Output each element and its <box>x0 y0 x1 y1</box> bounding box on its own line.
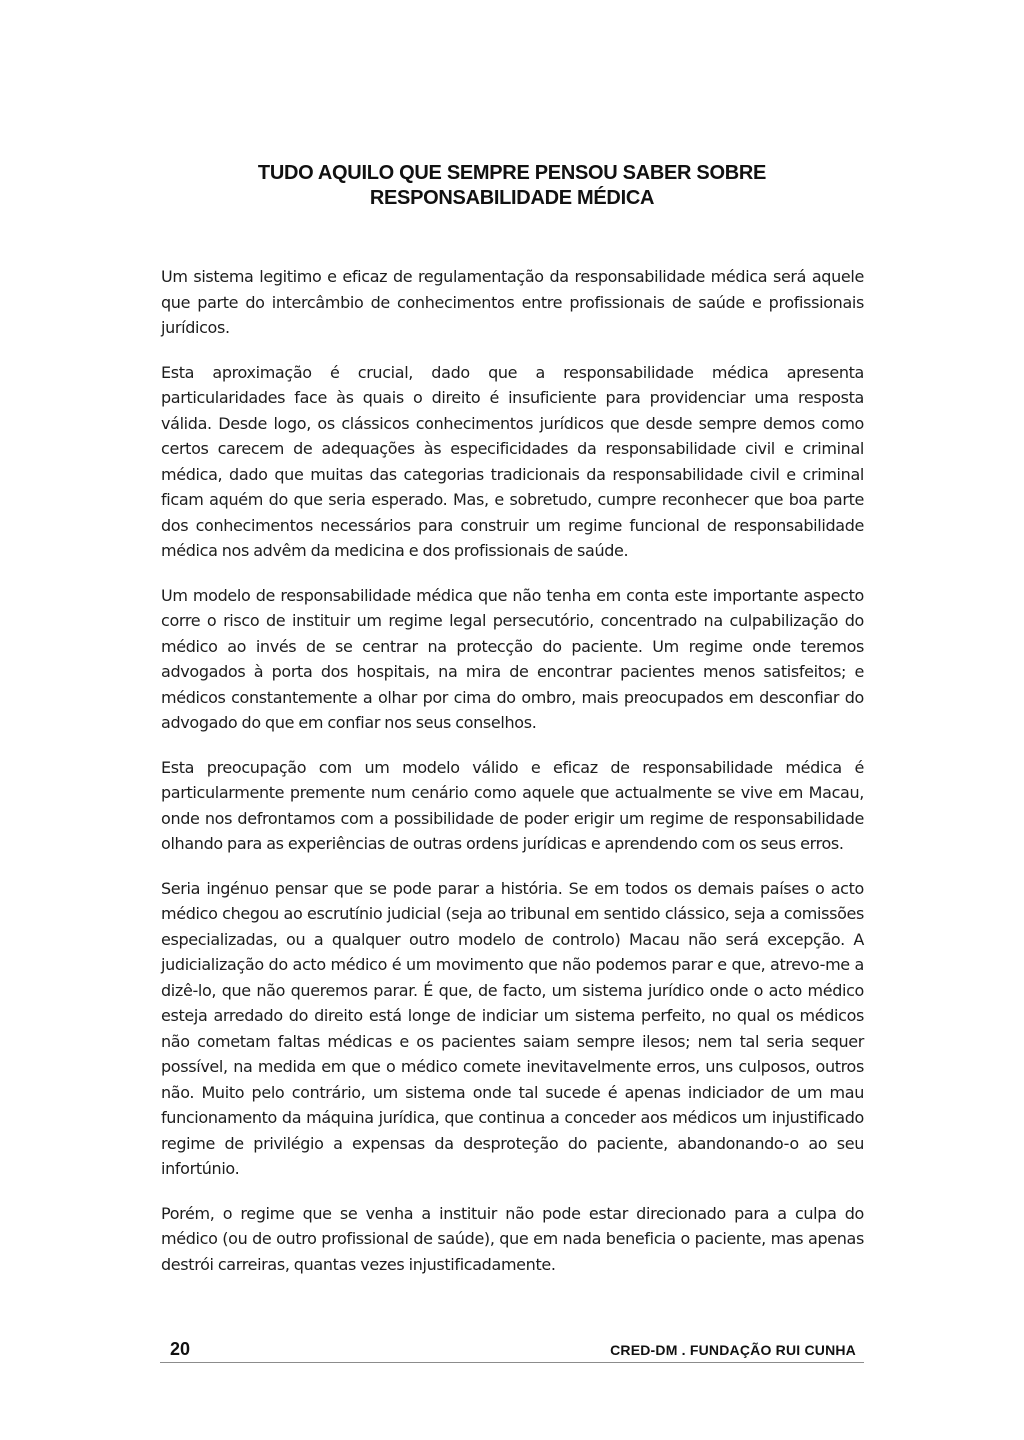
paragraph: Esta preocupação com um modelo válido e eficaz de responsabilidade médica é particularmente premente num cenário como aquele que actualmente se vive em Macau, onde nos defrontamos com a possibilidade de poder erigir um regime de responsabilidade olhando para as experiências de outras ordens jurídicas e aprendendo com os seus erros. <box>161 757 864 853</box>
body-text <box>161 264 864 1296</box>
page-title-line-1: TUDO AQUILO QUE SEMPRE PENSOU SABER SOBRE <box>257 162 767 185</box>
paragraph: Um modelo de responsabilidade médica que não tenha em conta este importante aspecto corre o risco de instituir um regime legal persecutório, concentrado na culpabilização do médico ao invés de se centrar na protecção do paciente. Um regime onde teremos advogados à porta dos hospitais, na mira de encontrar pacientes menos satisfeitos; e médicos constantemente a olhar por cima do ombro, mais preocupados em desconfiar do advogado do que em confiar nos seus conselhos. <box>161 585 864 732</box>
page-number: 20 <box>170 1339 191 1359</box>
footer-divider <box>160 1362 864 1363</box>
paragraph: Porém, o regime que se venha a instituir não pode estar direcionado para a culpa do médico (ou de outro profissional de saúde), que em nada beneficia o paciente, mas apenas destrói carreiras, quantas vezes injustificadamente. <box>161 1203 864 1274</box>
paragraph: Seria ingénuo pensar que se pode parar a história. Se em todos os demais países o acto médico chegou ao escrutínio judicial (seja ao tribunal em sentido clássico, seja a comissões especializadas, ou a qualquer outro modelo de controlo) Macau não será excepção. A judicialização do acto médico é um movimento que não podemos parar e que, atrevo-me a dizê-lo, que não queremos parar. É que, de facto, um sistema jurídico onde o acto médico esteja arredado do direito está longe de indiciar um sistema perfeito, no qual os médicos não cometam faltas médicas e os pacientes saiam sempre ilesos; nem tal seria sequer possível, na medida em que o médico comete inevitavelmente erros, uns culposos, outros não. Muito pelo contrário, um sistema onde tal sucede é apenas indiciador de um mau funcionamento da máquina jurídica, que continua a conceder aos médicos um injustificado regime de privilégio a expensas da desproteção do paciente, abandonando-o ao seu infortúnio. <box>161 878 864 1178</box>
running-footer: CRED-DM . FUNDAÇÃO RUI CUNHA <box>610 1342 856 1358</box>
paragraph: Esta aproximação é crucial, dado que a responsabilidade médica apresenta particularidades face às quais o direito é insuficiente para providenciar uma resposta válida. Desde logo, os clássicos conhecimentos jurídicos que desde sempre demos como certos carecem de adequações às especificidades da responsabilidade civil e criminal médica, dado que muitas das categorias tradicionais da responsabilidade civil e criminal ficam aquém do que seria esperado. Mas, e sobretudo, cumpre reconhecer que boa parte dos conhecimentos necessários para construir um regime funcional de responsabilidade médica nos advêm da medicina e dos profissionais de saúde. <box>161 362 864 560</box>
page-title <box>160 161 864 211</box>
paragraph: Um sistema legitimo e eficaz de regulamentação da responsabilidade médica será aquele que parte do intercâmbio de conhecimentos entre profissionais de saúde e profissionais jurídicos. <box>161 267 864 337</box>
page-title-line-2: RESPONSABILIDADE MÉDICA <box>369 187 655 210</box>
